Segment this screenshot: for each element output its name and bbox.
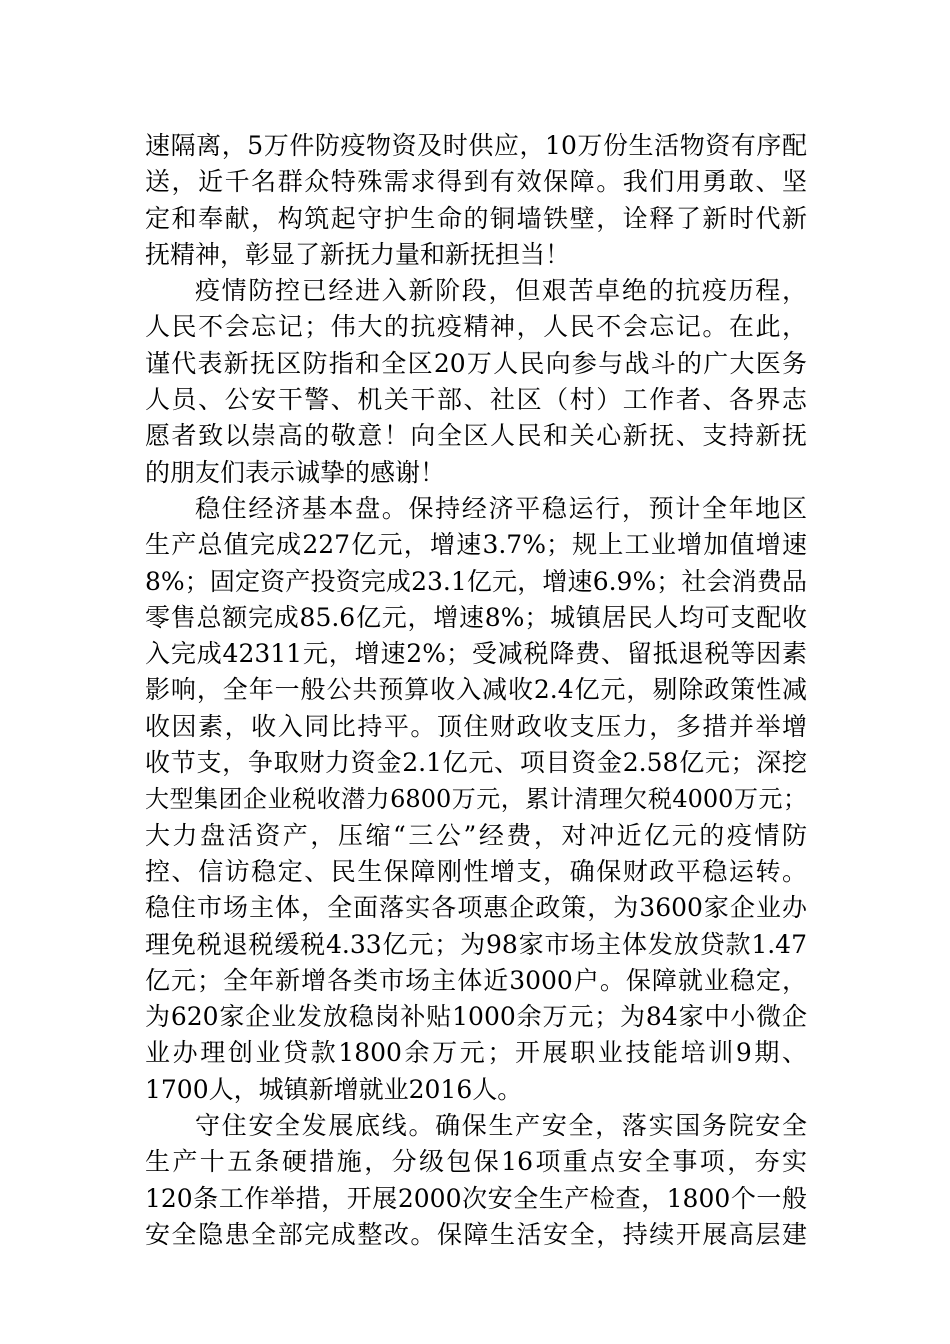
text-line: 控、信访稳定、民生保障刚性增支，确保财政平稳运转。 [145, 856, 807, 886]
text-line: 稳住市场主体，全面落实各项惠企政策，为3600家企业办 [145, 893, 807, 923]
text-line: 收因素，收入同比持平。顶住财政收支压力，多措并举增 [145, 711, 807, 741]
text-line: 影响，全年一般公共预算收入减收2.4亿元，剔除政策性减 [145, 675, 807, 705]
text-line: 安全隐患全部完成整改。保障生活安全，持续开展高层建 [145, 1219, 807, 1249]
text-line: 120条工作举措，开展2000次安全生产检查，1800个一般 [145, 1183, 807, 1213]
text-line: 业办理创业贷款1800余万元；开展职业技能培训9期、 [145, 1038, 807, 1068]
text-line: 的朋友们表示诚挚的感谢！ [145, 457, 446, 487]
paragraph-start-line: 守住安全发展底线。确保生产安全，落实国务院安全 [195, 1111, 807, 1141]
text-line: 抚精神，彰显了新抚力量和新抚担当！ [145, 239, 571, 269]
text-line: 定和奉献，构筑起守护生命的铜墙铁壁，诠释了新时代新 [145, 203, 807, 233]
text-line: 速隔离，5万件防疫物资及时供应，10万份生活物资有序配 [145, 131, 807, 160]
text-line: 1700人，城镇新增就业2016人。 [145, 1074, 523, 1104]
text-line: 亿元；全年新增各类市场主体近3000户。保障就业稳定， [145, 965, 807, 995]
text-line: 大力盘活资产，压缩“三公”经费，对冲近亿元的疫情防 [145, 820, 807, 850]
text-line: 大型集团企业税收潜力6800万元，累计清理欠税4000万元； [145, 785, 807, 814]
body-text [145, 128, 807, 1253]
text-line: 收节支，争取财力资金2.1亿元、项目资金2.58亿元；深挖 [145, 748, 807, 778]
text-line: 零售总额完成85.6亿元，增速8%；城镇居民人均可支配收 [145, 602, 807, 632]
text-line: 为620家企业发放稳岗补贴1000余万元；为84家中小微企 [145, 1002, 807, 1032]
text-line: 入完成42311元，增速2%；受减税降费、留抵退税等因素 [145, 639, 807, 669]
text-line: 8%；固定资产投资完成23.1亿元，增速6.9%；社会消费品 [145, 566, 807, 596]
paragraph-start-line: 稳住经济基本盘。保持经济平稳运行，预计全年地区 [195, 493, 807, 523]
text-line: 人民不会忘记；伟大的抗疫精神，人民不会忘记。在此， [145, 312, 807, 342]
text-line: 愿者致以崇高的敬意！向全区人民和关心新抚、支持新抚 [145, 421, 807, 451]
text-line: 送，近千名群众特殊需求得到有效保障。我们用勇敢、坚 [145, 167, 807, 197]
text-line: 谨代表新抚区防指和全区20万人民向参与战斗的广大医务 [145, 348, 807, 378]
text-line: 生产十五条硬措施，分级包保16项重点安全事项，夯实 [145, 1147, 807, 1177]
text-line: 人员、公安干警、机关干部、社区（村）工作者、各界志 [145, 385, 807, 415]
text-line: 生产总值完成227亿元，增速3.7%；规上工业增加值增速 [145, 530, 807, 560]
text-line: 理免税退税缓税4.33亿元；为98家市场主体发放贷款1.47 [145, 929, 807, 959]
paragraph-start-line: 疫情防控已经进入新阶段，但艰苦卓绝的抗疫历程， [195, 276, 807, 306]
